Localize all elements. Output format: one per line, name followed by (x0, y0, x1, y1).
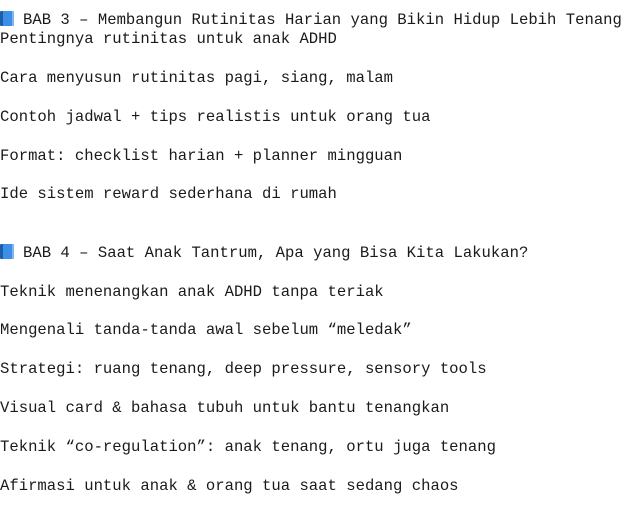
section-heading-text: BAB 4 – Saat Anak Tantrum, Apa yang Bisa Kita Lakukan? (23, 244, 529, 262)
list-item: Visual card & bahasa tubuh untuk bantu tenangkan (0, 399, 450, 417)
list-item: Teknik menenangkan anak ADHD tanpa teriak (0, 283, 384, 301)
list-item: Contoh jadwal + tips realistis untuk orang tua (0, 108, 431, 126)
list-item: Cara menyusun rutinitas pagi, siang, malam (0, 69, 394, 87)
list-item: Pentingnya rutinitas untuk anak ADHD (0, 30, 337, 48)
section-heading-bab-4 (0, 244, 528, 262)
list-item: Teknik “co-regulation”: anak tenang, ortu juga tenang (0, 438, 496, 456)
blue-book-icon (0, 11, 14, 26)
list-item: Ide sistem reward sederhana di rumah (0, 185, 337, 203)
list-item: Mengenali tanda-tanda awal sebelum “meledak” (0, 321, 412, 339)
section-heading-bab-3 (0, 11, 622, 29)
list-item: Afirmasi untuk anak & orang tua saat sedang chaos (0, 477, 459, 495)
blue-book-icon (0, 244, 14, 259)
list-item: Format: checklist harian + planner mingguan (0, 147, 403, 165)
list-item: Strategi: ruang tenang, deep pressure, sensory tools (0, 360, 487, 378)
section-heading-text: BAB 3 – Membangun Rutinitas Harian yang Bikin Hidup Lebih Tenang (23, 11, 622, 29)
